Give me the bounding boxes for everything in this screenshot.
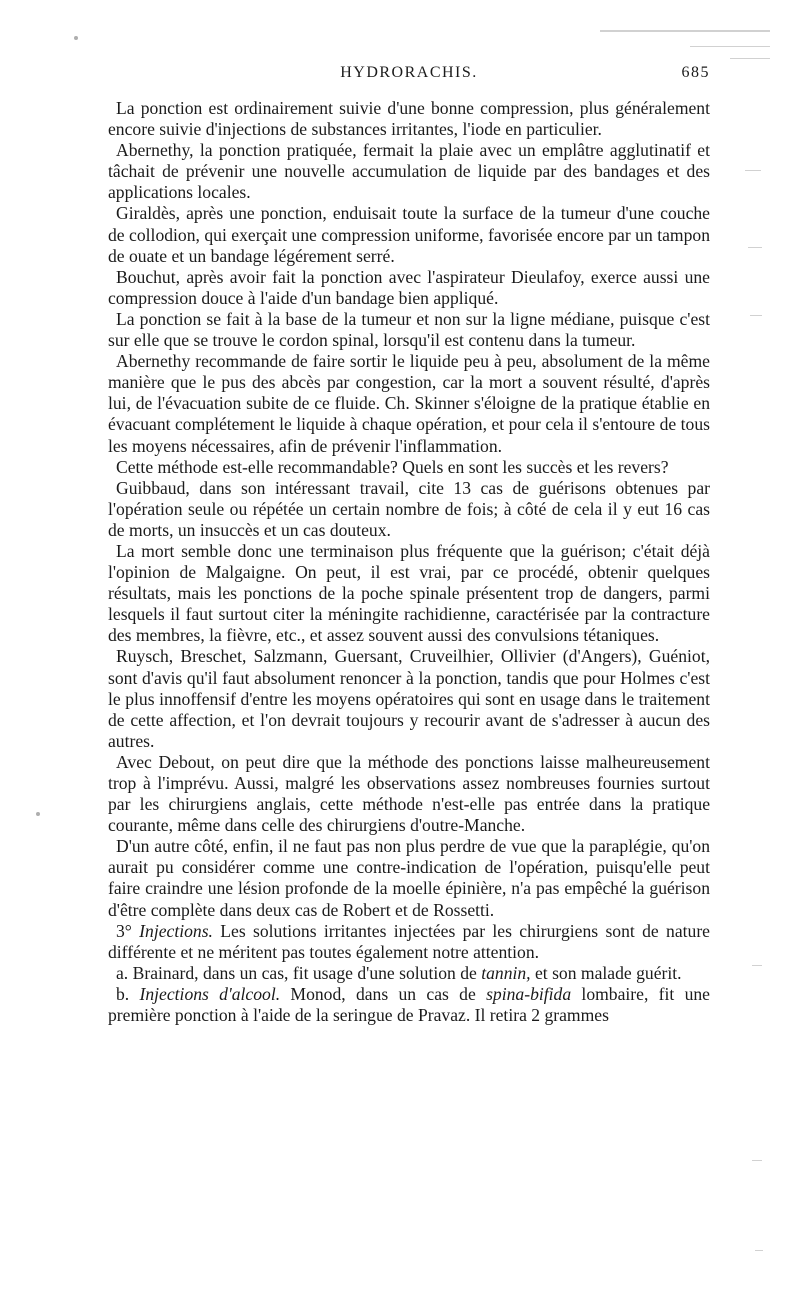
running-header [108, 64, 710, 90]
paragraph-text: 3° [116, 920, 140, 941]
body-text [108, 98, 710, 1026]
paragraph: Abernethy, la ponction pratiquée, fermait la plaie avec un emplâtre agglutinatif et tâchait de prévenir une nouvelle accumulation de liquide par des bandages et des applications locales. [108, 140, 710, 203]
paragraph-text: lombaire, fit une première ponction à l'aide de la seringue de Pravaz. Il retira 2 grammes [108, 983, 710, 1026]
paragraph-text: b. [116, 983, 140, 1004]
scan-smudge [600, 30, 770, 32]
italic-term: spina-bifida [486, 983, 572, 1004]
italic-term: Injections d'alcool. [139, 983, 281, 1004]
section-heading-italic: Injections. [139, 920, 213, 941]
scan-smudge [690, 46, 770, 47]
paragraph: La mort semble donc une terminaison plus fréquente que la guérison; c'était déjà l'opinion de Malgaigne. On peut, il est vrai, par ce procédé, obtenir quelques résultats, mais les ponctions de la poche spinale présentent trop de dangers, parmi lesquels il faut surtout citer la méningite rachidienne, caractérisée par la contracture des membres, la fièvre, etc., et assez souvent aussi des convulsions tétaniques. [108, 540, 710, 646]
paragraph: D'un autre côté, enfin, il ne faut pas non plus perdre de vue que la paraplégie, qu'on aurait pu considérer comme une contre-indication de l'opération, puisqu'elle peut faire craindre une lésion profonde de la moelle épinière, n'a pas empêché la guérison d'être complète dans deux cas de Robert et de Rossetti. [108, 836, 710, 920]
paragraph: Avec Debout, on peut dire que la méthode des ponctions laisse malheureusement trop à l'imprévu. Aussi, malgré les observations assez nombreuses fournies surtout par les chirurgiens anglais, cette méthode n'est-elle pas entrée dans la pratique courante, même dans celle des chirurgiens d'outre-Manche. [108, 751, 710, 836]
paragraph: Bouchut, après avoir fait la ponction avec l'aspirateur Dieulafoy, exerce aussi une compression douce à l'aide d'un bandage bien appliqué. [108, 266, 710, 308]
scan-speck [36, 812, 40, 816]
paragraph: Guibbaud, dans son intéressant travail, cite 13 cas de guérisons obtenues par l'opération seule ou répétée un certain nombre de fois; à côté de cela il y eut 16 cas de morts, un insuccès et un cas douteux. [108, 477, 710, 540]
paragraph: Ruysch, Breschet, Salzmann, Guersant, Cruveilhier, Ollivier (d'Angers), Guéniot, sont d'avis qu'il faut absolument renoncer à la ponction, tandis que pour Holmes c'est le plus innoffensif d'entre les moyens opératoires qui sont en usage dans le traitement de cette affection, et l'on devrait toujours y recourir avant de s'adresser à aucun des autres. [108, 646, 710, 751]
paragraph: La ponction se fait à la base de la tumeur et non sur la ligne médiane, puisque c'est sur elle que se trouve le cordon spinal, lorsqu'il est contenu dans la tumeur. [108, 308, 710, 351]
paragraph-text: et son malade guérit. [530, 962, 682, 983]
paragraph-alcool [108, 984, 710, 1026]
paragraph-text: a. Brainard, dans un cas, fit usage d'une solution de [116, 962, 482, 983]
paragraph: Abernethy recommande de faire sortir le liquide peu à peu, absolument de la même manière que le pus des abcès par congestion, car la mort a souvent résulté, d'après lui, de l'évacuation subite de ce fluide. Ch. Skinner s'éloigne de la pratique établie en évacuant complétement le liquide à chaque opération, et pour cela il s'entoure de tous les moyens nécessaires, afin de prévenir l'inflammation. [108, 351, 710, 456]
running-title: HYDRORACHIS. [340, 64, 478, 81]
paragraph-tannin [108, 963, 710, 984]
paragraph: Cette méthode est-elle recommandable? Quels en sont les succès et les revers? [116, 456, 669, 477]
scan-smudge [745, 170, 761, 171]
scan-smudge [730, 58, 770, 59]
scan-smudge [750, 315, 762, 316]
scan-smudge [755, 1250, 763, 1251]
scan-speck [74, 36, 78, 40]
italic-term: tannin, [481, 962, 531, 983]
page-number: 685 [681, 64, 710, 81]
paragraph-text: Les solutions irritantes injectées par les chirurgiens sont de nature différente et ne méritent pas toutes également notre attention. [108, 920, 710, 962]
scan-smudge [752, 1160, 762, 1161]
paragraph-injections [108, 921, 710, 963]
paragraph: La ponction est ordinairement suivie d'une bonne compression, plus généralement encore suivie d'injections de substances irritantes, l'iode en particulier. [108, 98, 710, 140]
scan-smudge [752, 965, 762, 966]
paragraph: Giraldès, après une ponction, enduisait toute la surface de la tumeur d'une couche de collodion, qui exerçait une compression uniforme, favorisée encore par un tampon de ouate et un bandage légérement serré. [108, 203, 710, 266]
scan-smudge [748, 247, 762, 248]
paragraph-text: Monod, dans un cas de [280, 983, 487, 1004]
